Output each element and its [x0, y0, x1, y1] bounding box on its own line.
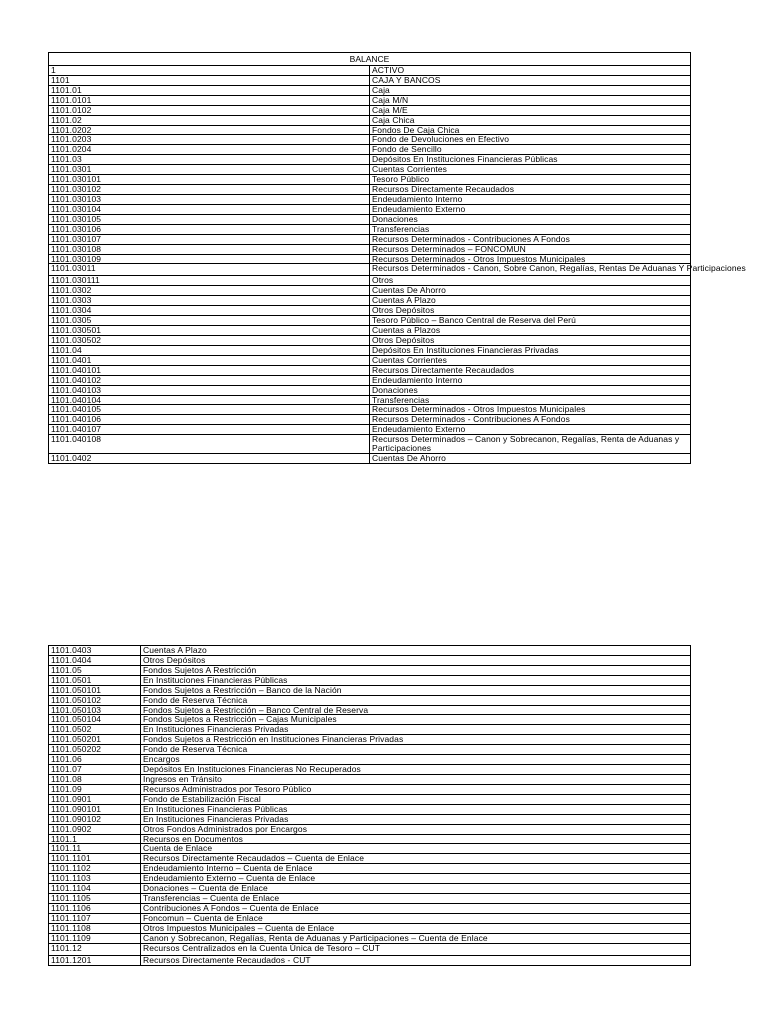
table-row: [49, 675, 691, 685]
account-code: 1101.050101: [49, 685, 141, 695]
account-description: Fondos Sujetos a Restricción – Banco Central de Reserva: [141, 705, 691, 715]
table-row: [49, 264, 691, 276]
account-code: 1101.0302: [49, 286, 370, 296]
account-code: 1101.0402: [49, 454, 370, 464]
account-description: Recursos Determinados – Canon y Sobrecanon, Regalías, Renta de Aduanas y Participaciones: [370, 435, 691, 454]
account-description: Fondo de Estabilización Fiscal: [141, 794, 691, 804]
account-description: Fondo de Devoluciones en Efectivo: [370, 135, 691, 145]
table-row: [49, 224, 691, 234]
table-row: [49, 884, 691, 894]
table-row: [49, 194, 691, 204]
account-description: Recursos Centralizados en la Cuenta Única de Tesoro – CUT: [141, 943, 691, 955]
account-code: 1101.050104: [49, 715, 141, 725]
account-description: Endeudamiento Externo: [370, 204, 691, 214]
table-row: [49, 365, 691, 375]
table-row: [49, 725, 691, 735]
table-row: [49, 385, 691, 395]
table-row: [49, 755, 691, 765]
table-row: [49, 135, 691, 145]
account-description: Cuentas Corrientes: [370, 165, 691, 175]
table-row: [49, 395, 691, 405]
table-row: [49, 435, 691, 454]
account-description: Fondos Sujetos a Restricción – Banco de la Nación: [141, 685, 691, 695]
account-code: 1101.1201: [49, 955, 141, 965]
account-description: Recursos Directamente Recaudados: [370, 185, 691, 195]
table-row: [49, 355, 691, 365]
account-description: Fondos Sujetos a Restricción en Instituciones Financieras Privadas: [141, 735, 691, 745]
account-code: 1101.040102: [49, 375, 370, 385]
table-row: [49, 66, 691, 76]
table-row: [49, 185, 691, 195]
account-code: 1101.1102: [49, 864, 141, 874]
account-code: 1101.050102: [49, 695, 141, 705]
account-description: Fondo de Reserva Técnica: [141, 695, 691, 705]
account-description: Fondos Sujetos A Restricción: [141, 665, 691, 675]
account-description: Fondos De Caja Chica: [370, 125, 691, 135]
table-row: [49, 695, 691, 705]
account-code: 1101.030108: [49, 244, 370, 254]
account-description: Fondos Sujetos a Restricción – Cajas Municipales: [141, 715, 691, 725]
account-description: Tesoro Público – Banco Central de Reserva del Perú: [370, 316, 691, 326]
table-row: [49, 864, 691, 874]
table-row: [49, 155, 691, 165]
account-code: 1101.030105: [49, 214, 370, 224]
account-code: 1101.040103: [49, 385, 370, 395]
account-description: Recursos Determinados – FONCOMUN: [370, 244, 691, 254]
table-row: [49, 824, 691, 834]
table-row: [49, 923, 691, 933]
account-code: 1101.050103: [49, 705, 141, 715]
account-code: 1101.030101: [49, 175, 370, 185]
account-description: Endeudamiento Interno – Cuenta de Enlace: [141, 864, 691, 874]
account-code: 1101.0902: [49, 824, 141, 834]
table-row: [49, 165, 691, 175]
account-description: CAJA Y BANCOS: [370, 75, 691, 85]
table-row: [49, 454, 691, 464]
account-code: 1101.03: [49, 155, 370, 165]
account-code: 1101.1101: [49, 854, 141, 864]
table-row: [49, 794, 691, 804]
table-row: [49, 735, 691, 745]
account-description: Recursos Directamente Recaudados - CUT: [141, 955, 691, 965]
account-code: 1101.0101: [49, 95, 370, 105]
account-description: Cuentas De Ahorro: [370, 454, 691, 464]
account-code: 1101.0901: [49, 794, 141, 804]
account-code: 1101.1: [49, 834, 141, 844]
account-description: Caja Chica: [370, 115, 691, 125]
account-code: 1101.05: [49, 665, 141, 675]
account-description: Cuentas A Plazo: [141, 646, 691, 656]
table-row: [49, 316, 691, 326]
table-row: [49, 784, 691, 794]
table-row: [49, 145, 691, 155]
account-code: 1101.1105: [49, 894, 141, 904]
account-description: En Instituciones Financieras Privadas: [141, 814, 691, 824]
table-row: [49, 834, 691, 844]
table-row: [49, 745, 691, 755]
account-code: 1101.07: [49, 765, 141, 775]
account-code: 1101.03011: [49, 264, 370, 276]
table-row: [49, 254, 691, 264]
table-row: [49, 204, 691, 214]
table-row: [49, 665, 691, 675]
account-code: 1101.040101: [49, 365, 370, 375]
account-code: 1101.0304: [49, 306, 370, 316]
account-description: Encargos: [141, 755, 691, 765]
table-row: [49, 175, 691, 185]
table-row: [49, 306, 691, 316]
table-row: [49, 75, 691, 85]
account-description: Caja: [370, 85, 691, 95]
table-body: [49, 646, 691, 966]
account-code: 1101.1103: [49, 874, 141, 884]
account-code: 1101.1107: [49, 913, 141, 923]
account-description: Otros Impuestos Municipales – Cuenta de Enlace: [141, 923, 691, 933]
account-code: 1101.090101: [49, 804, 141, 814]
account-code: 1101.11: [49, 844, 141, 854]
account-code: 1101.1108: [49, 923, 141, 933]
account-description: Donaciones: [370, 385, 691, 395]
account-description: Otros Depósitos: [141, 655, 691, 665]
account-description: Fondo de Reserva Técnica: [141, 745, 691, 755]
account-description: Transferencias – Cuenta de Enlace: [141, 894, 691, 904]
table-row: [49, 415, 691, 425]
account-description: Recursos Directamente Recaudados: [370, 365, 691, 375]
account-code: 1101.01: [49, 85, 370, 95]
table-row: [49, 244, 691, 254]
account-code: 1101.030501: [49, 326, 370, 336]
table-row: [49, 894, 691, 904]
account-description: Otros Fondos Administrados por Encargos: [141, 824, 691, 834]
account-code: 1: [49, 66, 370, 76]
account-description: Cuentas Corrientes: [370, 355, 691, 365]
table-title: BALANCE: [49, 53, 691, 66]
account-code: 1101.1109: [49, 933, 141, 943]
table-row: [49, 804, 691, 814]
account-code: 1101.0202: [49, 125, 370, 135]
table-row: [49, 335, 691, 345]
account-code: 1101.02: [49, 115, 370, 125]
table-row: [49, 765, 691, 775]
account-description: En Instituciones Financieras Públicas: [141, 804, 691, 814]
account-description: Contribuciones A Fondos – Cuenta de Enlace: [141, 903, 691, 913]
account-description: Recursos Determinados - Contribuciones A Fondos: [370, 415, 691, 425]
account-code: 1101.040106: [49, 415, 370, 425]
account-code: 1101.050202: [49, 745, 141, 755]
account-code: 1101.090102: [49, 814, 141, 824]
table-row: [49, 234, 691, 244]
table-row: [49, 913, 691, 923]
account-code: 1101.040105: [49, 405, 370, 415]
account-description: Endeudamiento Externo: [370, 425, 691, 435]
table-row: [49, 85, 691, 95]
table-row: [49, 943, 691, 955]
account-code: 1101: [49, 75, 370, 85]
account-description: Transferencias: [370, 224, 691, 234]
account-code: 1101.0301: [49, 165, 370, 175]
account-code: 1101.030106: [49, 224, 370, 234]
account-code: 1101.030111: [49, 276, 370, 286]
table-row: [49, 844, 691, 854]
table-row: [49, 105, 691, 115]
account-code: 1101.0203: [49, 135, 370, 145]
account-code: 1101.0404: [49, 655, 141, 665]
account-description: ACTIVO: [370, 66, 691, 76]
table-row: [49, 115, 691, 125]
table-row: [49, 425, 691, 435]
account-code: 1101.0204: [49, 145, 370, 155]
account-code: 1101.12: [49, 943, 141, 955]
account-code: 1101.08: [49, 774, 141, 784]
account-description: Otros Depósitos: [370, 306, 691, 316]
account-description: Caja M/E: [370, 105, 691, 115]
account-code: 1101.1104: [49, 884, 141, 894]
account-description: Ingresos en Tránsito: [141, 774, 691, 784]
table-row: [49, 854, 691, 864]
account-description: Tesoro Público: [370, 175, 691, 185]
account-description: Otros: [370, 276, 691, 286]
account-description: Donaciones: [370, 214, 691, 224]
account-code: 1101.050201: [49, 735, 141, 745]
table-row: [49, 375, 691, 385]
account-description: Recursos Determinados - Otros Impuestos Municipales: [370, 254, 691, 264]
table-row: [49, 933, 691, 943]
account-code: 1101.0502: [49, 725, 141, 735]
account-code: 1101.1106: [49, 903, 141, 913]
account-code: 1101.030109: [49, 254, 370, 264]
account-description: Cuentas a Plazos: [370, 326, 691, 336]
account-description: Recursos Determinados - Canon, Sobre Canon, Regalías, Rentas De Aduanas Y Participaciones: [370, 264, 691, 276]
table-row: [49, 774, 691, 784]
account-code: 1101.0401: [49, 355, 370, 365]
table-row: [49, 296, 691, 306]
account-code: 1101.040107: [49, 425, 370, 435]
account-code: 1101.0303: [49, 296, 370, 306]
table-row: [49, 685, 691, 695]
account-code: 1101.0403: [49, 646, 141, 656]
table-row: [49, 715, 691, 725]
account-code: 1101.04: [49, 345, 370, 355]
account-description: Depósitos En Instituciones Financieras No Recuperados: [141, 765, 691, 775]
table-row: [49, 214, 691, 224]
account-description: Foncomun – Cuenta de Enlace: [141, 913, 691, 923]
account-description: Recursos Determinados - Otros Impuestos Municipales: [370, 405, 691, 415]
account-description: Recursos Determinados - Contribuciones A Fondos: [370, 234, 691, 244]
account-code: 1101.0102: [49, 105, 370, 115]
table-row: [49, 405, 691, 415]
account-description: Endeudamiento Interno: [370, 375, 691, 385]
account-description: Fondo de Sencillo: [370, 145, 691, 155]
account-description: En Instituciones Financieras Públicas: [141, 675, 691, 685]
account-code: 1101.030107: [49, 234, 370, 244]
account-description: Recursos en Documentos: [141, 834, 691, 844]
table-body: [49, 65, 746, 464]
account-description: Recursos Directamente Recaudados – Cuenta de Enlace: [141, 854, 691, 864]
account-code: 1101.040108: [49, 435, 370, 454]
account-description: Cuentas De Ahorro: [370, 286, 691, 296]
table-row: [49, 955, 691, 965]
table-row: [49, 326, 691, 336]
balance-table-1: [48, 52, 746, 464]
account-description: Canon y Sobrecanon, Regalías, Renta de Aduanas y Participaciones – Cuenta de Enlace: [141, 933, 691, 943]
account-description: Caja M/N: [370, 95, 691, 105]
account-description: Otros Depósitos: [370, 335, 691, 345]
account-description: Cuentas A Plazo: [370, 296, 691, 306]
table-row: [49, 705, 691, 715]
table-row: [49, 903, 691, 913]
table-row: [49, 95, 691, 105]
account-description: Transferencias: [370, 395, 691, 405]
table-row: [49, 814, 691, 824]
account-code: 1101.030103: [49, 194, 370, 204]
table-row: [49, 286, 691, 296]
account-description: Depósitos En Instituciones Financieras Privadas: [370, 345, 691, 355]
account-description: Cuenta de Enlace: [141, 844, 691, 854]
table-row: [49, 874, 691, 884]
table-row: [49, 276, 691, 286]
account-description: Endeudamiento Interno: [370, 194, 691, 204]
account-description: Endeudamiento Externo – Cuenta de Enlace: [141, 874, 691, 884]
balance-table-2: [48, 645, 691, 966]
account-code: 1101.09: [49, 784, 141, 794]
table-header-row: [49, 53, 691, 66]
table-row: [49, 646, 691, 656]
account-description: Donaciones – Cuenta de Enlace: [141, 884, 691, 894]
account-code: 1101.06: [49, 755, 141, 765]
account-code: 1101.030502: [49, 335, 370, 345]
table-row: [49, 345, 691, 355]
account-code: 1101.030102: [49, 185, 370, 195]
account-description: En Instituciones Financieras Privadas: [141, 725, 691, 735]
account-code: 1101.040104: [49, 395, 370, 405]
account-code: 1101.030104: [49, 204, 370, 214]
account-description: Depósitos En Instituciones Financieras Públicas: [370, 155, 691, 165]
account-code: 1101.0501: [49, 675, 141, 685]
account-code: 1101.0305: [49, 316, 370, 326]
table-row: [49, 655, 691, 665]
account-description: Recursos Administrados por Tesoro Público: [141, 784, 691, 794]
table-row: [49, 125, 691, 135]
